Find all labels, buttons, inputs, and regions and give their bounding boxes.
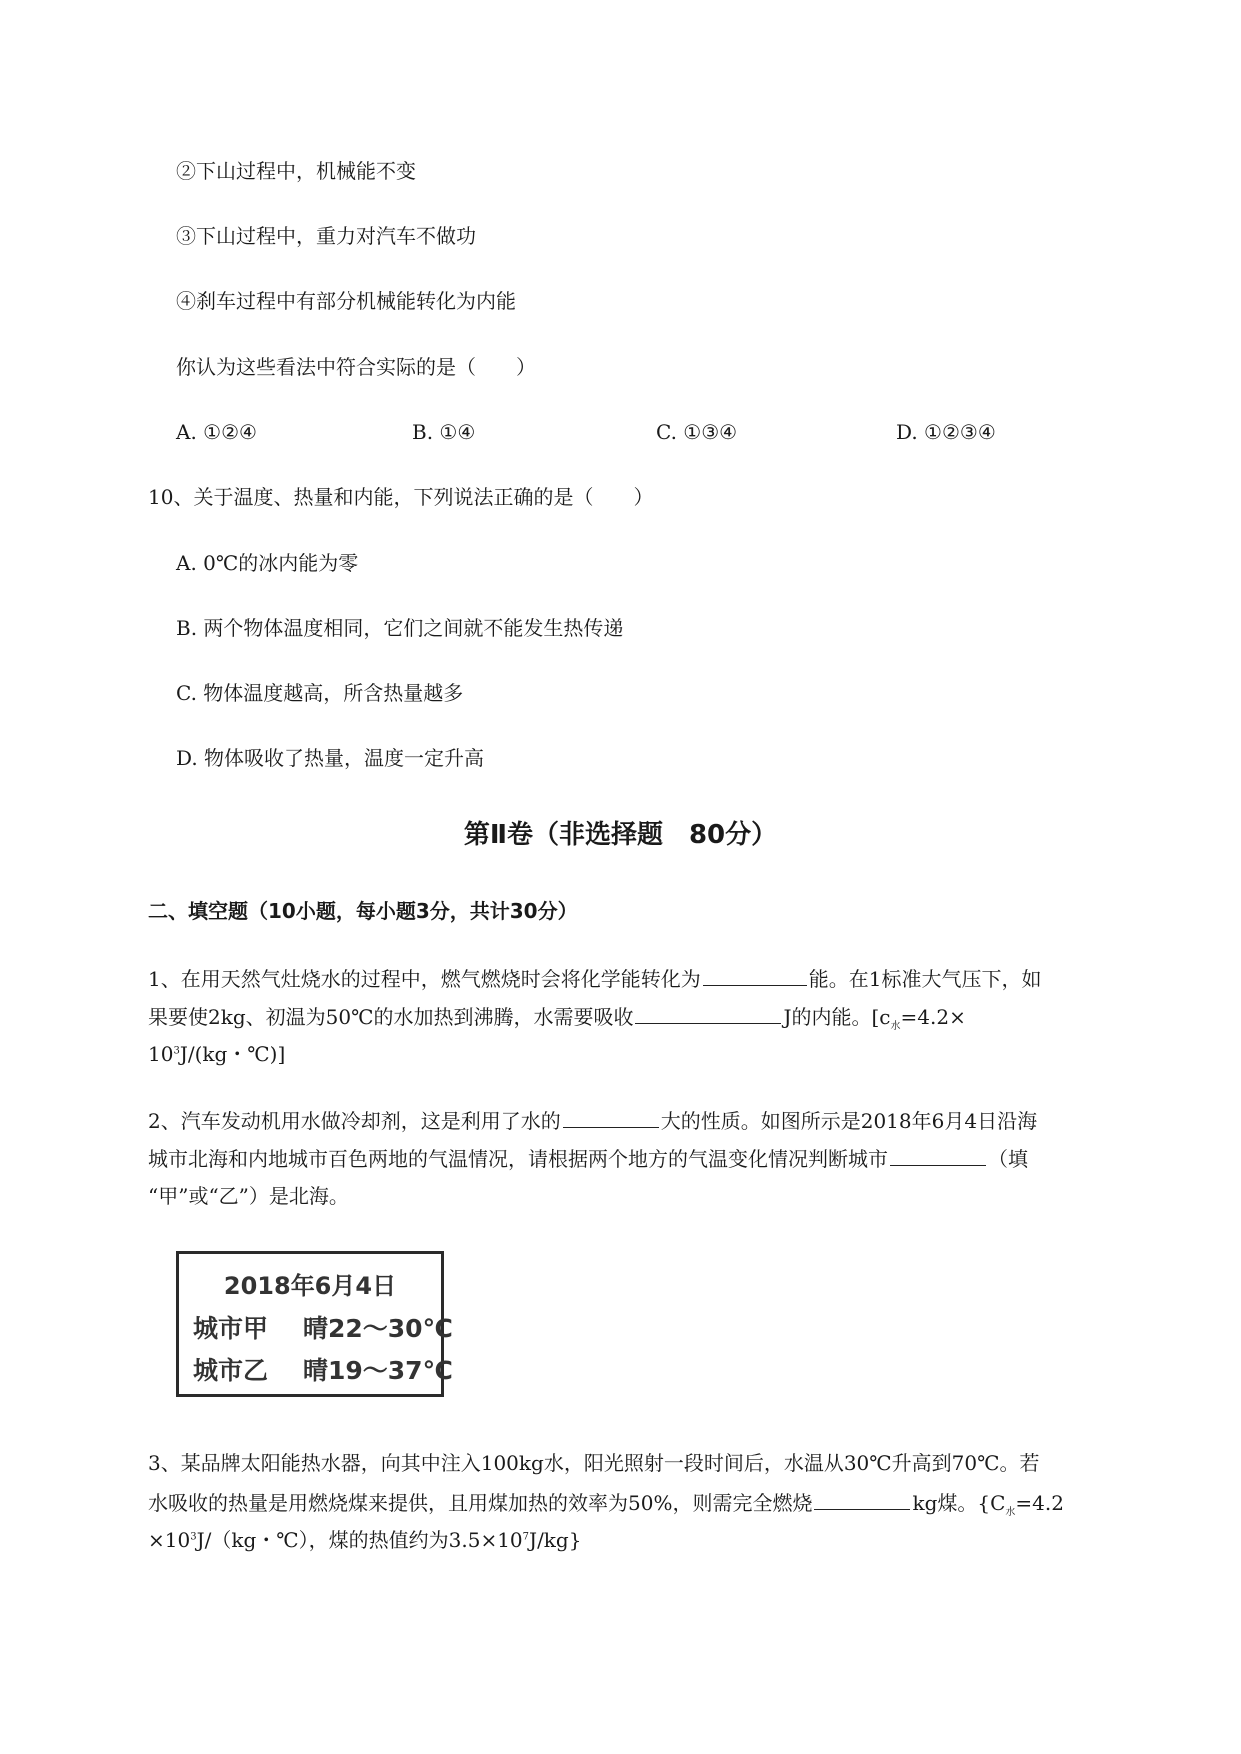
q9-option-a: A. ①②④ [176, 420, 257, 444]
fill2-line2 [148, 1143, 1028, 1173]
weather-row-yi [193, 1351, 453, 1387]
fill1-text-c: 果要使2kg、初温为50℃的水加热到沸腾，水需要吸收 [148, 1005, 634, 1029]
fill3-text-a: 水吸收的热量是用燃烧煤来提供，且用煤加热的效率为50%，则需完全燃烧 [148, 1491, 813, 1515]
fill3-text-c: =4.2 [1015, 1491, 1064, 1515]
fill1-text-d: J的内能。[c [783, 1005, 891, 1029]
fill3-text-f: J/kg} [529, 1528, 582, 1552]
subscript: 水 [890, 1021, 901, 1032]
fill1-line2 [148, 1001, 966, 1031]
weather-figure [176, 1251, 453, 1397]
q9-option-c: C. ①③④ [656, 420, 738, 444]
subscript: 水 [1005, 1507, 1016, 1518]
fill1-text-e: =4.2× [900, 1005, 966, 1029]
answer-blank[interactable] [635, 1001, 781, 1024]
weather-row-jia [193, 1309, 453, 1345]
answer-blank[interactable] [814, 1487, 910, 1510]
fill3-text-d: ×10 [148, 1528, 191, 1552]
answer-blank[interactable] [703, 963, 807, 986]
q9-option-d: D. ①②③④ [896, 420, 996, 444]
fill1-text-b: 能。在1标准大气压下，如 [808, 967, 1042, 991]
q10-option-b: B. 两个物体温度相同，它们之间就不能发生热传递 [176, 616, 624, 640]
fill2-text-b: 大的性质。如图所示是2018年6月4日沿海 [660, 1109, 1038, 1133]
q10-option-a: A. 0℃的冰内能为零 [176, 551, 359, 575]
section-subtitle: 二、填空题（10小题，每小题3分，共计30分） [148, 899, 578, 923]
fill1-line3 [148, 1040, 285, 1068]
weather-date: 2018年6月4日 [223, 1272, 397, 1300]
fill1-text-f: 10 [148, 1042, 174, 1066]
q10-option-c: C. 物体温度越高，所含热量越多 [176, 681, 464, 705]
q10-option-d: D. 物体吸收了热量，温度一定升高 [176, 746, 485, 770]
section-title: 第Ⅱ卷（非选择题 80分） [463, 820, 778, 850]
superscript: 3 [173, 1045, 180, 1057]
fill3-text-b: kg煤。{C [912, 1491, 1006, 1515]
q9-prompt: 你认为这些看法中符合实际的是（ ） [176, 355, 536, 379]
fill2-text-c: 城市北海和内地城市百色两地的气温情况，请根据两个地方的气温变化情况判断城市 [148, 1147, 888, 1171]
q9-item-2: ②下山过程中，机械能不变 [176, 159, 416, 183]
superscript: 3 [190, 1531, 197, 1543]
fill3-text-e: J/（kg・℃），煤的热值约为3.5×10 [196, 1528, 523, 1552]
q9-item-3: ③下山过程中，重力对汽车不做功 [176, 224, 476, 248]
answer-blank[interactable] [563, 1105, 659, 1128]
city-yi-weather: 晴19～37℃ [303, 1356, 453, 1385]
fill1-text-g: J/(kg・℃)] [179, 1042, 286, 1066]
q9-item-4: ④刹车过程中有部分机械能转化为内能 [176, 289, 516, 313]
q10-stem: 10、关于温度、热量和内能，下列说法正确的是（ ） [148, 485, 654, 509]
superscript: 7 [522, 1531, 530, 1543]
fill3-line2 [148, 1487, 1064, 1517]
fill1-line1 [148, 963, 1041, 993]
answer-blank[interactable] [890, 1143, 986, 1166]
q9-option-b: B. ①④ [412, 420, 476, 444]
fill2-text-d: （填 [988, 1147, 1028, 1171]
fill2-line3: “甲”或“乙”）是北海。 [148, 1184, 349, 1208]
city-jia-label: 城市甲 [193, 1314, 269, 1343]
fill3-line3 [148, 1526, 581, 1554]
fill2-text-a: 2、汽车发动机用水做冷却剂，这是利用了水的 [148, 1109, 561, 1133]
fill3-line1: 3、某品牌太阳能热水器，向其中注入100kg水，阳光照射一段时间后，水温从30℃升高到70℃。若 [148, 1451, 1040, 1475]
city-yi-label: 城市乙 [193, 1356, 269, 1385]
fill2-line1 [148, 1105, 1037, 1135]
fill1-text-a: 1、在用天然气灶烧水的过程中，燃气燃烧时会将化学能转化为 [148, 967, 701, 991]
city-jia-weather: 晴22～30℃ [303, 1314, 453, 1343]
